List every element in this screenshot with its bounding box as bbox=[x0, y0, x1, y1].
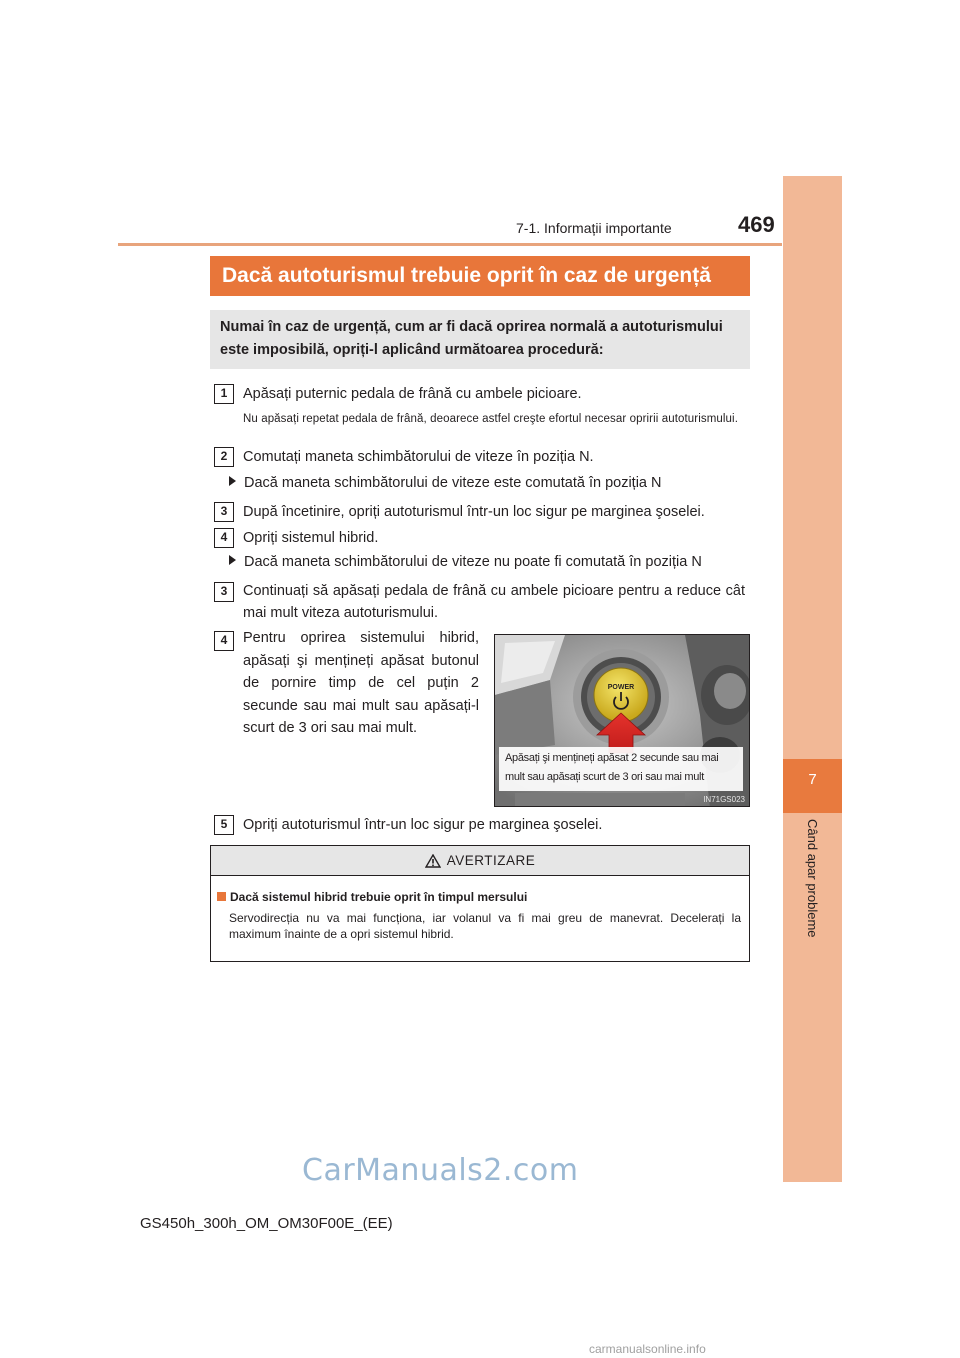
figure-code: IN71GS023 bbox=[703, 795, 745, 804]
page-number: 469 bbox=[738, 212, 775, 237]
side-tab-strip-top bbox=[783, 176, 842, 759]
chapter-number: 7 bbox=[808, 771, 817, 788]
power-button-figure bbox=[494, 634, 750, 807]
step-number: 1 bbox=[214, 384, 234, 404]
case-heading: Dacă maneta schimbătorului de viteze este comutată în poziția N bbox=[229, 475, 662, 491]
step-text: Continuați să apăsați pedala de frână cu ambele picioare pentru a reduce cât mai mult viteza autoturismului. bbox=[243, 583, 745, 621]
step-number: 4 bbox=[214, 631, 234, 651]
step-text: Comutați maneta schimbătorului de viteze în poziția N. bbox=[243, 449, 594, 465]
triangle-bullet-icon bbox=[229, 476, 236, 486]
step-text: Opriți sistemul hibrid. bbox=[243, 530, 379, 546]
square-bullet-icon bbox=[217, 892, 226, 901]
step-text: După încetinire, opriți autoturismul într-un loc sigur pe marginea şoselei. bbox=[243, 504, 705, 520]
step-number: 2 bbox=[214, 447, 234, 467]
running-header-section: 7-1. Informații importante bbox=[516, 220, 672, 236]
warning-box bbox=[210, 845, 750, 962]
case-heading: Dacă maneta schimbătorului de viteze nu poate fi comutată în poziția N bbox=[229, 554, 702, 570]
warning-header bbox=[211, 846, 749, 876]
chapter-title: Când apar probleme bbox=[805, 819, 820, 938]
watermark-url: carmanualsonline.info bbox=[589, 1342, 706, 1356]
step-note: Nu apăsați repetat pedala de frână, deoarece astfel creşte efortul necesar opririi autoturismului. bbox=[243, 413, 738, 425]
step-text: Opriți autoturismul într-un loc sigur pe marginea şoselei. bbox=[243, 817, 603, 833]
intro-box bbox=[210, 310, 750, 369]
header-rule bbox=[118, 243, 782, 246]
watermark-logo: CarManuals2.com bbox=[302, 1153, 579, 1188]
triangle-bullet-icon bbox=[229, 555, 236, 565]
power-button-label: POWER bbox=[607, 684, 635, 691]
step-number: 5 bbox=[214, 815, 234, 835]
step-number: 4 bbox=[214, 528, 234, 548]
step-text: Apăsați puternic pedala de frână cu ambele picioare. bbox=[243, 386, 582, 402]
step-number: 3 bbox=[214, 582, 234, 602]
warning-subtitle: Dacă sistemul hibrid trebuie oprit în timpul mersului bbox=[217, 890, 527, 904]
step-number: 3 bbox=[214, 502, 234, 522]
section-title: Dacă autoturismul trebuie oprit în caz de urgență bbox=[210, 256, 750, 296]
step-text: Pentru oprirea sistemului hibrid, apăsați şi mențineți apăsat butonul de pornire timp de cel puțin 2 secunde sau mai mult sau apăsați-l scurt de 3 ori sau mai mult. bbox=[243, 630, 479, 736]
warning-triangle-icon bbox=[425, 854, 441, 868]
intro-text: Numai în caz de urgență, cum ar fi dacă oprirea normală a autoturismului este imposibilă, opriți-l aplicând următoarea procedură: bbox=[220, 319, 723, 358]
warning-title: AVERTIZARE bbox=[446, 853, 536, 868]
figure-caption: Apăsați şi mențineți apăsat 2 secunde sau mai mult sau apăsați scurt de 3 ori sau mai mult bbox=[499, 747, 743, 791]
footer-model-code: GS450h_300h_OM_OM30F00E_(EE) bbox=[140, 1215, 393, 1232]
warning-text: Servodirecția nu va mai funcționa, iar volanul va fi mai greu de manevrat. Decelerați la maximum înainte de a opri sistemul hibrid. bbox=[229, 911, 741, 941]
